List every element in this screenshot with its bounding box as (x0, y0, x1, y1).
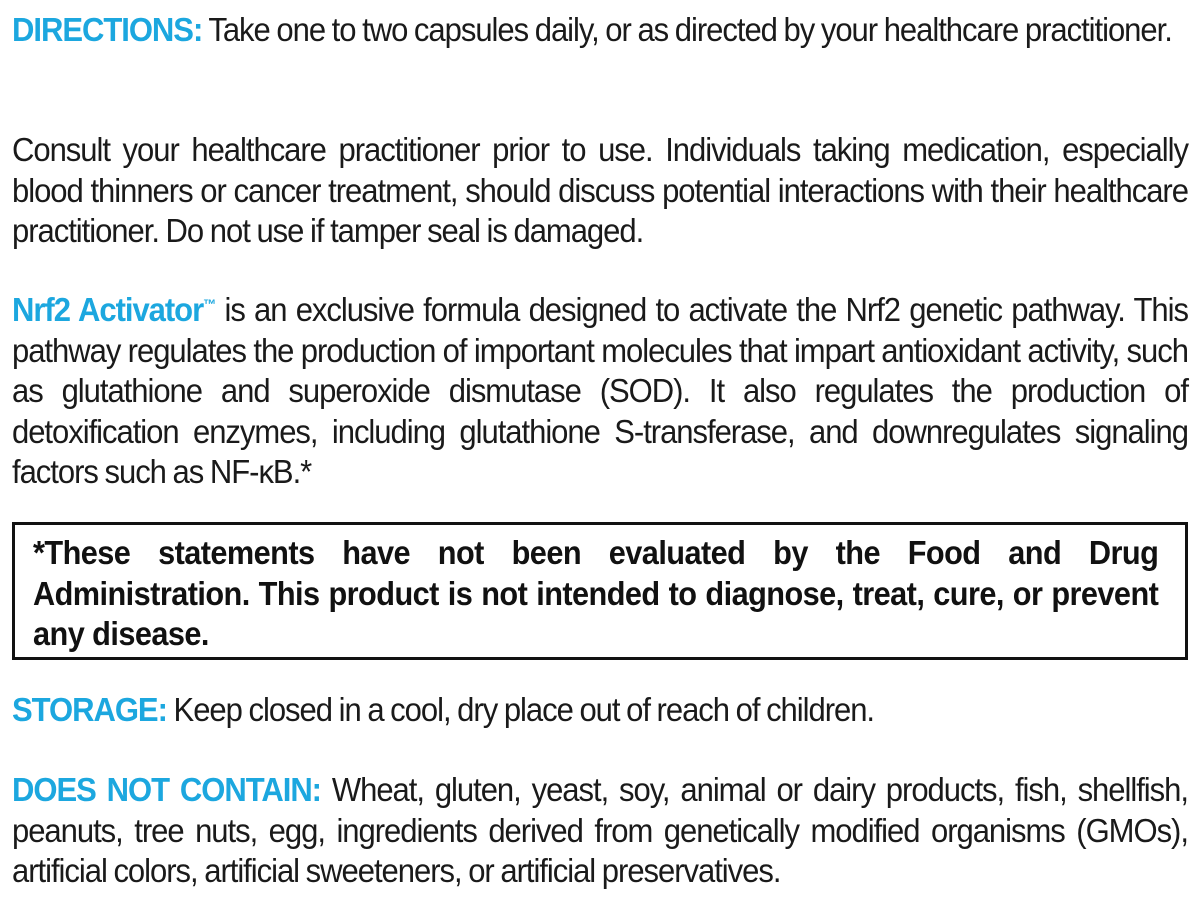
does-not-contain-paragraph (12, 770, 1188, 892)
product-name: Nrf2 Activator (12, 291, 204, 328)
directions-paragraph (12, 10, 1188, 51)
storage-label: STORAGE: (12, 691, 167, 728)
trademark-symbol: ™ (203, 296, 216, 312)
does-not-contain-label: DOES NOT CONTAIN: (12, 771, 321, 808)
consult-text: Consult your healthcare practitioner prior to use. Individuals taking medication, especially blood thinners or cancer treatment, should discuss potential interactions with their healthcare practitioner. Do not use if tamper seal is damaged. (12, 131, 1188, 249)
nrf2-paragraph (12, 290, 1188, 493)
directions-label: DIRECTIONS: (12, 11, 203, 48)
directions-text: Take one to two capsules daily, or as directed by your healthcare practitioner. (202, 11, 1172, 48)
storage-text: Keep closed in a cool, dry place out of reach of children. (166, 691, 875, 728)
storage-paragraph (12, 690, 1188, 731)
disclaimer-box (12, 522, 1188, 660)
consult-paragraph (12, 130, 1188, 252)
nrf2-text: is an exclusive formula designed to activate the Nrf2 genetic pathway. This pathway regulates the production of important molecules that impart antioxidant activity, such as glutathione and superoxide dismutase (SOD). It also regulates the production of detoxification enzymes, including glutathione S-transferase, and downregulates signaling factors such as NF-κB.* (12, 291, 1188, 490)
disclaimer-text: *These statements have not been evaluated by the Food and Drug Administration. This product is not intended to diagnose, treat, cure, or prevent any disease. (33, 534, 1159, 652)
does-not-contain-text: Wheat, gluten, yeast, soy, animal or dairy products, fish, shellfish, peanuts, tree nuts, egg, ingredients derived from genetically modified organisms (GMOs), artificial colors, artificial sweeteners, or artificial preservatives. (12, 771, 1188, 889)
